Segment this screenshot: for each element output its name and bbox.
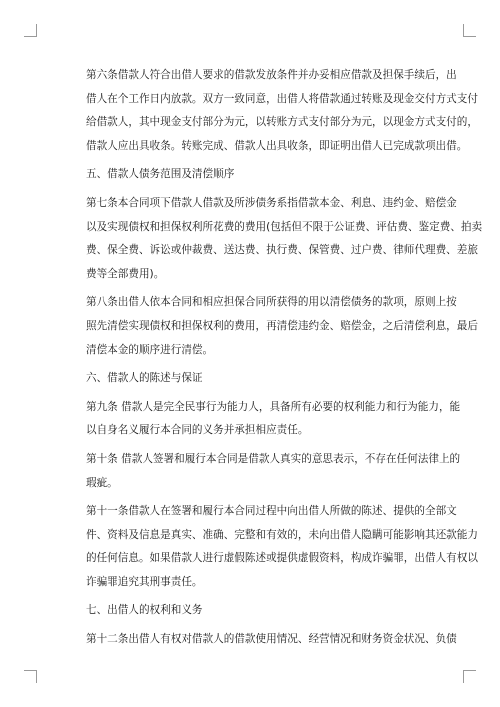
text-line: 给借款人，其中现金支付部分为元，以转账方式支付部分为元，以现金方式支付的，: [86, 116, 478, 129]
text-line: 第十二条出借人有权对借款人的借款使用情况、经营情况和财务资金状况、负债: [86, 633, 457, 646]
text-line: 第十一条借款人在签署和履行本合同过程中向出借人所做的陈述、提供的全部文: [86, 505, 457, 518]
text-line: 第九条 借款人是完全民事行为能力人，具备所有必要的权利能力和行为能力，能: [86, 400, 461, 413]
section-heading-5: 五、借款人债务范围及清偿顺序: [86, 168, 235, 181]
crop-mark-top-right: [463, 24, 476, 37]
text-line: 以自身名义履行本合同的义务并承担相应责任。: [86, 424, 309, 437]
text-line: 第八条出借人依本合同和相应担保合同所获得的用以清偿债务的款项，原则上按: [86, 296, 457, 309]
text-line: 借人在个工作日内放款。双方一致同意，出借人将借款通过转账及现金交付方式支付: [86, 92, 478, 105]
text-line: 第六条借款人符合出借人要求的借款发放条件并办妥相应借款及担保手续后，出: [86, 69, 457, 81]
text-line: 清偿本金的顺序进行清偿。: [86, 343, 214, 356]
paragraph-article-6: [86, 64, 478, 158]
crop-mark-bottom-left: [24, 670, 37, 683]
crop-mark-bottom-right: [463, 670, 476, 683]
text-line: 照先清偿实现债权和担保权利的费用，再清偿违约金、赔偿金，之后清偿利息，最后: [86, 319, 478, 332]
section-heading-6: 六、借款人的陈述与保证: [86, 372, 203, 385]
text-line: 第七条本合同项下借款人借款及所涉债务系指借款本金、利息、违约金、赔偿金: [86, 196, 457, 209]
section-heading-7: 七、出借人的权利和义务: [86, 604, 203, 617]
paragraph-article-11: [86, 500, 478, 594]
text-line: 费等全部费用)。: [86, 267, 165, 280]
paragraph-article-7: [86, 192, 483, 286]
text-line: 瑕疵。: [86, 476, 118, 489]
document-body: [86, 64, 483, 652]
text-line: 第十条 借款人签署和履行本合同是借款人真实的意思表示，不存在任何法律上的: [86, 452, 461, 465]
text-line: 费、保全费、诉讼或仲裁费、送达费、执行费、保管费、过户费、律师代理费、差旅: [86, 244, 478, 257]
text-line: 的任何信息。如果借款人进行虚假陈述或提供虚假资料，构成诈骗罪，出借人有权以: [86, 552, 478, 565]
text-line: 借款人应出具收条。转账完成、借款人出具收条，即证明出借人已完成款项出借。: [86, 139, 468, 152]
paragraph-article-9: [86, 396, 461, 443]
paragraph-article-10: [86, 448, 461, 495]
crop-mark-top-left: [24, 24, 37, 37]
text-line: 以及实现债权和担保权利所花费的费用(包括但不限于公证费、评估费、鉴定费、拍卖: [86, 220, 483, 233]
paragraph-article-8: [86, 291, 478, 362]
text-line: 诈骗罪追究其刑事责任。: [86, 575, 203, 588]
paragraph-article-12: [86, 628, 457, 652]
text-line: 件、资料及信息是真实、准确、完整和有效的，未向出借人隐瞒可能影响其还款能力: [86, 528, 478, 541]
